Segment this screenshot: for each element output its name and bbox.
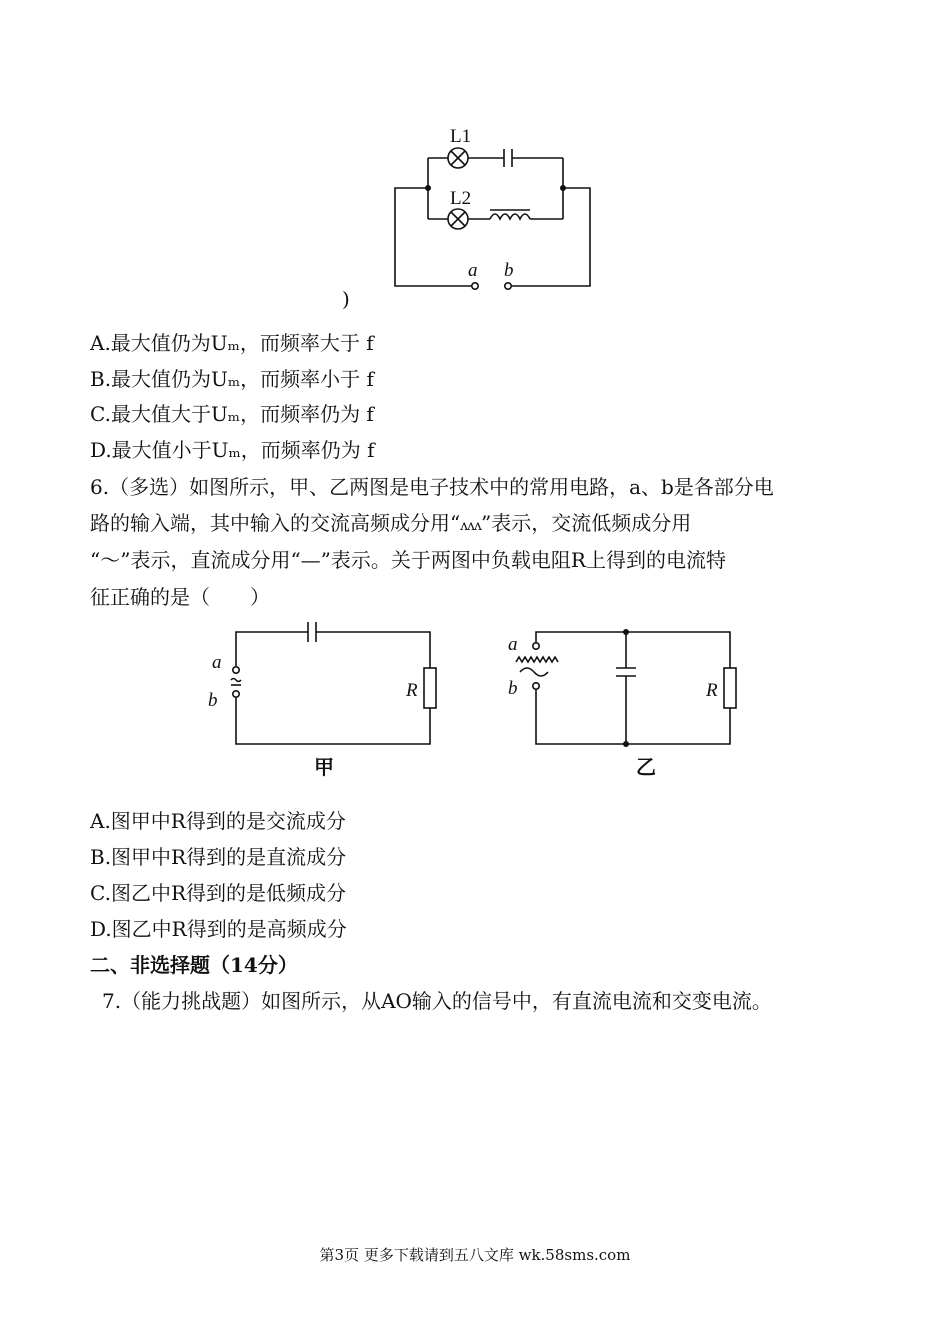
question-6-line-2 — [90, 506, 870, 543]
yi-terminal-b-label: b — [508, 678, 518, 699]
q5-option-c: C.最大值大于Uₘ，而频率仍为 f — [90, 402, 374, 426]
question-7: 7.（能力挑战题）如图所示，从AO输入的信号中，有直流电流和交变电流。 — [102, 989, 772, 1013]
question-6-line-1: 6.（多选）如图所示，甲、乙两图是电子技术中的常用电路，a、b是各部分电 — [90, 475, 774, 499]
yi-resistor-label: R — [706, 680, 718, 701]
junction-dot — [425, 185, 431, 191]
q6-option-c: C.图乙中R得到的是低频成分 — [90, 881, 347, 905]
jia-terminal-b-label: b — [208, 690, 218, 711]
page-footer: 第3页 更多下载请到五八文库 wk.58sms.com — [319, 1246, 631, 1264]
question-6-line-3: “～”表示，直流成分用“—”表示。关于两图中负载电阻R上得到的电流特 — [90, 548, 726, 572]
jia-resistor-label: R — [406, 680, 418, 701]
question-6-line-4: 征正确的是（ ） — [90, 585, 270, 609]
question-6-line-2-prefix: 路的输入端，其中输入的交流高频成分用“ — [90, 511, 461, 535]
junction-dot — [623, 629, 629, 635]
question-6-line-2-suffix: ”表示，交流低频成分用 — [480, 511, 692, 535]
q5-option-b: B.最大值仍为Uₘ，而频率小于 f — [90, 367, 374, 391]
yi-caption: 乙 — [636, 757, 656, 779]
jia-caption: 甲 — [314, 757, 334, 779]
high-frequency-symbol: ʌʌʌ — [460, 518, 481, 534]
lamp-l1-label: L1 — [450, 126, 472, 147]
circuit-figure-1 — [380, 118, 610, 298]
q6-option-a: A.图甲中R得到的是交流成分 — [90, 809, 346, 833]
q5-option-d: D.最大值小于Uₘ，而频率仍为 f — [90, 438, 375, 462]
jia-terminal-a-label: a — [212, 652, 222, 673]
q6-option-d: D.图乙中R得到的是高频成分 — [90, 917, 347, 941]
circuit-figure-2 — [200, 622, 760, 782]
question-5-tail: ) — [342, 287, 350, 311]
section-2-title: 二、非选择题（14分） — [90, 953, 298, 977]
q6-option-b: B.图甲中R得到的是直流成分 — [90, 845, 347, 869]
terminal-a-label: a — [468, 260, 478, 281]
terminal-b-label: b — [504, 260, 514, 281]
junction-dot — [560, 185, 566, 191]
lamp-l2-label: L2 — [450, 188, 472, 209]
q5-option-a: A.最大值仍为Uₘ，而频率大于 f — [90, 331, 374, 355]
junction-dot — [623, 741, 629, 747]
yi-terminal-a-label: a — [508, 634, 518, 655]
